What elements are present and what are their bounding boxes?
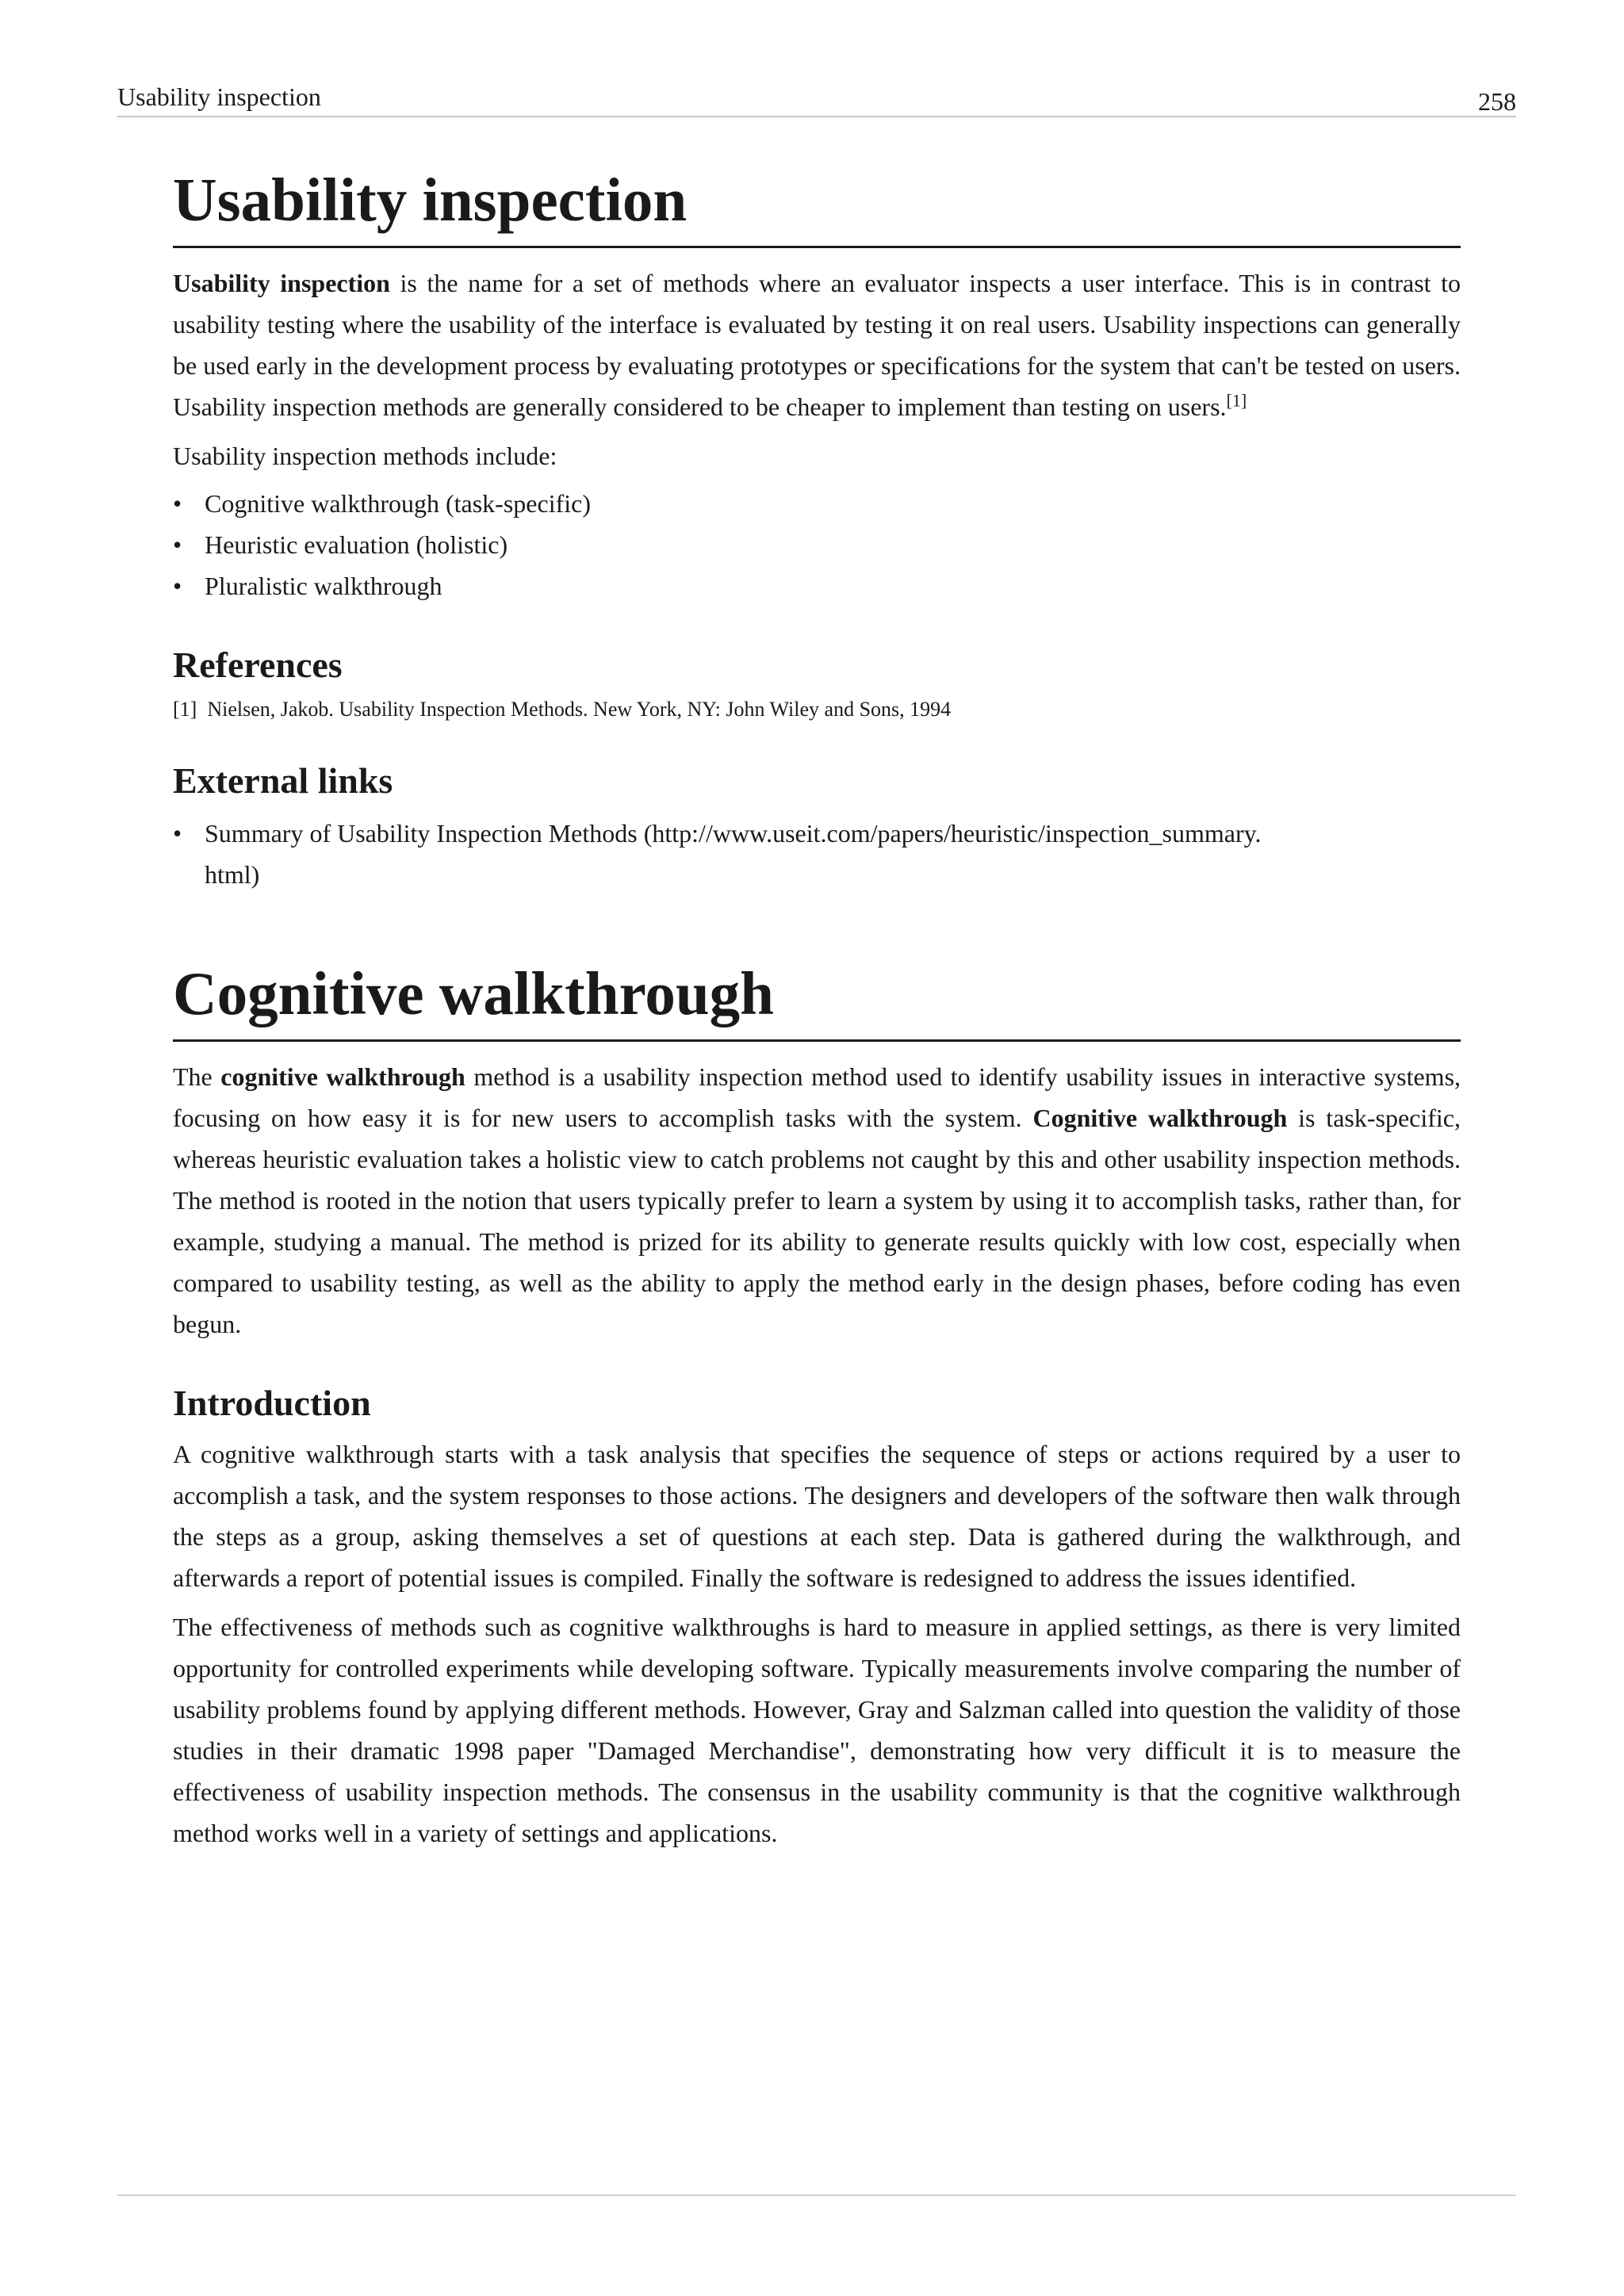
cw-text-a: The xyxy=(173,1062,221,1091)
cw-text-e: is task-specific, whereas heuristic evaluation takes a holistic view to catch problems not caught by this and other usability inspection methods. The method is rooted in the notion that users typically prefer to learn a system by using it to accomplish tasks, rather than, for example, studying a manual. The method is prized for its ability to generate results quickly with low cost, especially when compared to usability testing, as well as the ability to apply the method early in the design phases, before coding has even begun. xyxy=(173,1104,1461,1338)
intro-text: is the name for a set of methods where an evaluator inspects a user interface. This is in contrast to usability testing where the usability of the interface is evaluated by testing it on real users. Usability inspections can generally be used early in the development process by evaluating prototypes or specifications for the system that can't be tested on users. Usability inspection methods are generally considered to be cheaper to implement than testing on users. xyxy=(173,269,1461,421)
external-link-item[interactable] xyxy=(173,813,1461,895)
cw-bold-term-1: cognitive walkthrough xyxy=(220,1062,465,1091)
cognitive-walkthrough-paragraph xyxy=(173,1056,1461,1345)
references-heading: References xyxy=(173,645,343,685)
section-title-cognitive-walkthrough: Cognitive walkthrough xyxy=(173,952,1461,1042)
cw-text-c: method is a usability inspection method used to identify usability issues in interactive systems, focusing on how easy it is for new users to accomplish tasks with the system. xyxy=(173,1062,1461,1132)
page-content xyxy=(173,159,1461,1854)
cw-bold-term-2: Cognitive walkthrough xyxy=(1032,1104,1288,1132)
external-links-heading: External links xyxy=(173,760,393,801)
reference-marker[interactable]: [1] xyxy=(173,698,197,721)
external-link-text-line2[interactable]: html) xyxy=(205,860,260,889)
introduction-heading: Introduction xyxy=(173,1383,371,1423)
citation-link[interactable]: [1] xyxy=(1226,390,1247,411)
introduction-paragraph-2: The effectiveness of methods such as cognitive walkthroughs is hard to measure in applied settings, as there is very limited opportunity for controlled experiments while developing software. Typically measurements involve comparing the number of usability problems found by applying different methods. However, Gray and Salzman called into question the validity of those studies in their dramatic 1998 paper "Damaged Merchandise", demonstrating how very difficult it is to measure the effectiveness of usability inspection methods. The consensus in the usability community is that the cognitive walkthrough method works well in a variety of settings and applications. xyxy=(173,1613,1461,1847)
intro-bold-term: Usability inspection xyxy=(173,269,390,297)
section-title-usability-inspection: Usability inspection xyxy=(173,159,1461,248)
method-item-pluralistic-walkthrough[interactable]: • Pluralistic walkthrough xyxy=(173,565,1461,607)
methods-list xyxy=(173,483,1461,607)
external-link-text-line1[interactable]: Summary of Usability Inspection Methods (http://www.useit.com/papers/heuristic/inspection_summary. xyxy=(205,819,1262,848)
method-item-cognitive-walkthrough[interactable]: • Cognitive walkthrough (task-specific) xyxy=(173,483,1461,524)
external-links-list xyxy=(173,813,1461,895)
footer-rule xyxy=(117,2195,1516,2196)
running-header xyxy=(117,78,1516,117)
methods-lead: Usability inspection methods include: xyxy=(173,442,557,470)
reference-text: Nielsen, Jakob. Usability Inspection Methods. New York, NY: John Wiley and Sons, 1994 xyxy=(207,698,952,721)
page-number: 258 xyxy=(1478,87,1516,116)
intro-paragraph xyxy=(173,262,1461,427)
method-item-heuristic-evaluation[interactable]: • Heuristic evaluation (holistic) xyxy=(173,524,1461,565)
reference-item xyxy=(173,694,1461,725)
introduction-paragraph-1: A cognitive walkthrough starts with a task analysis that specifies the sequence of steps or actions required by a user to accomplish a task, and the system responses to those actions. The designers and developers of the software then walk through the steps as a group, asking themselves a set of questions at each step. Data is gathered during the walkthrough, and afterwards a report of potential issues is compiled. Finally the software is redesigned to address the issues identified. xyxy=(173,1440,1461,1592)
running-title: Usability inspection xyxy=(117,82,321,111)
